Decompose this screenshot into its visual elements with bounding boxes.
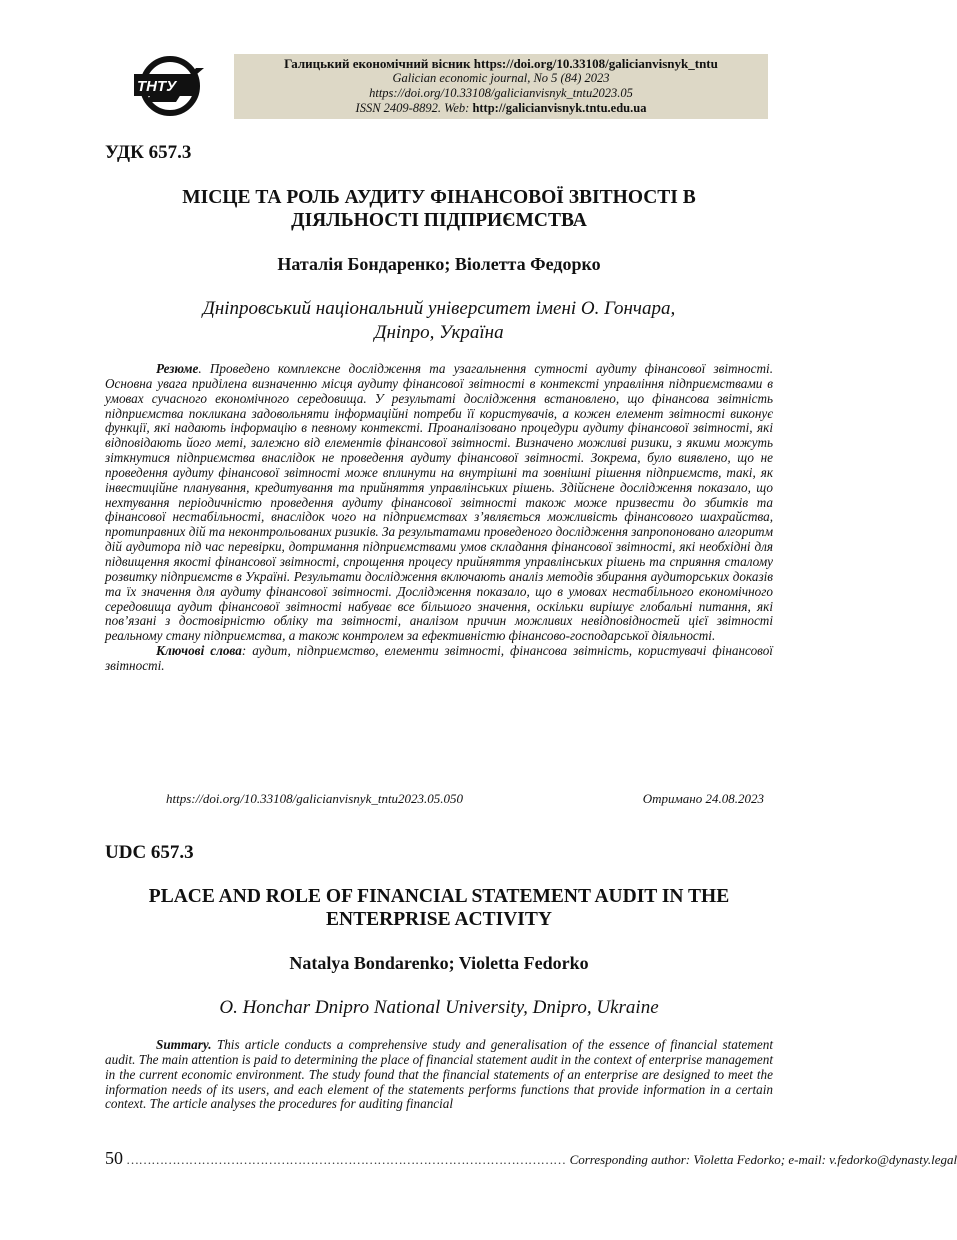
journal-issue: Galician economic journal, No 5 (84) 2023 <box>392 71 610 85</box>
journal-header <box>234 54 768 119</box>
summary-text: This article conducts a comprehensive study and generalisation of the essence of financial statement audit. The main attention is paid to determining the place of financial statement audit in the context of enterprise management in the current economic environment. The study found that the financial statements of an enterprise are designed to meet the information needs of its users, and each element of the statements performs functions that provide information in a certain context. The article analyses the procedures for auditing financial <box>105 1037 773 1112</box>
logo-text: ТНТУ <box>137 78 177 95</box>
authors-en: Natalya Bondarenko; Violetta Fedorko <box>289 953 589 973</box>
article-doi[interactable]: https://doi.org/10.33108/galicianvisnyk_tntu2023.05.050 <box>166 791 464 806</box>
keywords-text: : аудит, підприємство, елементи звітності, фінансова звітність, користувачі фінансової звітності. <box>105 643 773 673</box>
journal-logo <box>132 50 210 122</box>
journal-issn: ISSN 2409-8892. Web: http://galicianvisnyk.tntu.edu.ua <box>355 101 647 115</box>
journal-doi: https://doi.org/10.33108/galicianvisnyk_tntu2023.05 <box>369 86 633 100</box>
journal-website[interactable]: http://galicianvisnyk.tntu.edu.ua <box>472 101 647 115</box>
abstract-ua <box>105 362 773 674</box>
footer-dots: …………………………………………………………………………………………… <box>127 1152 567 1167</box>
abstract-label: Резюме <box>156 361 199 376</box>
corresponding-author: Corresponding author: Violetta Fedorko; e-mail: v.fedorko@dynasty.legal <box>569 1152 957 1167</box>
summary-label: Summary. <box>156 1037 212 1052</box>
page-number: 50 <box>105 1148 123 1168</box>
udc-ua: УДК 657.3 <box>105 142 192 163</box>
affiliation-en: O. Honchar Dnipro National University, Dnipro, Ukraine <box>219 997 659 1018</box>
keywords-label: Ключові слова <box>156 643 242 659</box>
journal-title: Галицький економічний вісник https://doi.org/10.33108/galicianvisnyk_tntu <box>284 56 718 71</box>
title-ua: МІСЦЕ ТА РОЛЬ АУДИТУ ФІНАНСОВОЇ ЗВІТНОСТІ В ДІЯЛЬНОСТІ ПІДПРИЄМСТВА <box>182 187 696 231</box>
summary-en <box>105 1038 773 1112</box>
affiliation-ua: Дніпровський національний університет імені О. Гончара, Дніпро, Україна <box>202 298 676 343</box>
received-date: Отримано 24.08.2023 <box>642 791 764 806</box>
page-footer <box>105 1148 957 1169</box>
abstract-text: . Проведено комплексне дослідження та узагальнення сутності аудиту фінансової звітності. Основна увага приділена визначенню місця аудиту фінансової звітності в контексті управління підприємствами в умовах сучасного економічного середовища. У результаті дослідження встановлено, що фінансова звітність підприємства покликана задовольняти інформаційні потреби її користувачів, а кожен елемент звітності виконує функції, які надають інформацію в певному контексті. Проаналізовано процедури аудиту фінансової звітності, які відповідають його меті, залежно від елементів фінансової звітності. Визначено можливі ризики, з якими можуть зіткнутися підприємства внаслідок не проведення аудиту фінансової звітності. Зокрема, було виявлено, що не проведення аудиту фінансової звітності може вплинути на внутрішні та зовнішні рішення підприємств, такі, як інвестиційне планування, кредитування та прийняття управлінських рішень. Здійснене дослідження показало, що нехтування періодичністю проведення аудиту фінансової звітності також може призвести до збитків та фінансової нестабільності, внаслідок чого на підприємствах з’являється можливість фінансового шахрайства, протиправних дій та неконтрольованих ризиків. За результатами проведеного дослідження запропоновано алгоритм дій аудитора під час перевірки, дотримання підприємствами умов складання фінансової звітності, які необхідні для підвищення якості фінансової звітності, спрощення процесу прийняття управлінських рішень та сприяння сталому розвитку підприємств в Україні. Результати дослідження включають аналіз методів збирання аудиторських доказів та їх значення для аудиту фінансової звітності. Дослідження показало, що в умовах нестабільного економічного середовища аудит фінансової звітності набуває все більшого значення, оскільки вирішує глобальні питання, які пов’язані з достовірністю обліку та звітності, аналізом причин можливих невідповідностей цієї звітності реальному стану підприємства, а також контролем за ефективністю фінансово-господарської діяльності. <box>105 361 773 644</box>
title-en: PLACE AND ROLE OF FINANCIAL STATEMENT AUDIT IN THE ENTERPRISE ACTIVITY <box>148 886 730 930</box>
authors-ua: Наталія Бондаренко; Віолетта Федорко <box>277 254 601 274</box>
udc-en: UDC 657.3 <box>105 842 194 863</box>
doi-received-line <box>166 791 764 807</box>
